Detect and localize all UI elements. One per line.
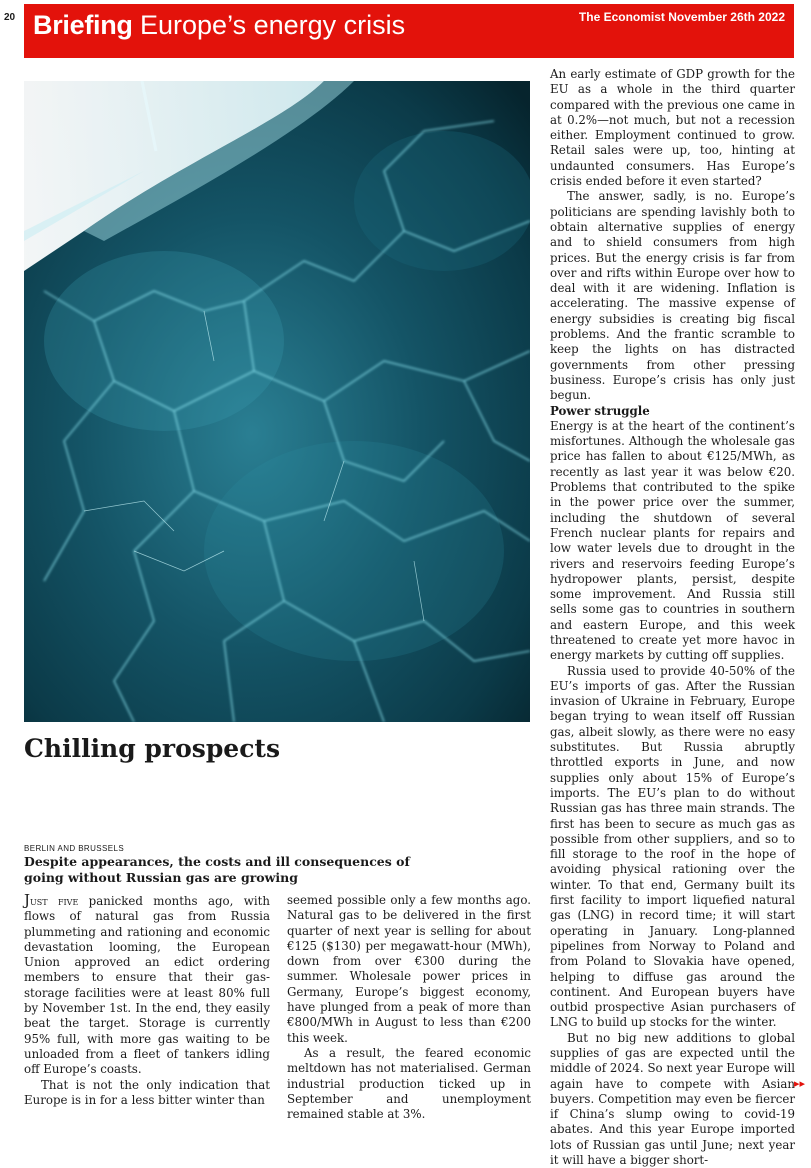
- page-number: 20: [4, 12, 16, 23]
- article-column-3: [550, 67, 795, 1168]
- section-banner: [24, 4, 794, 58]
- paragraph: An early estimate of GDP growth for the EU as a whole in the third quarter compared with the previous one came in at 0.2%—not much, but not a recession either. Employment continued to grow. Retail sales were up, too, hinting at undaunted consumers. Has Europe’s crisis ended before it even started?: [550, 67, 795, 189]
- paragraph: The answer, sadly, is no. Europe’s politicians are spending lavishly both to obtain alternative supplies of energy and to shield consumers from high prices. But the energy crisis is far from over and rifts within Europe over how to deal with it are widening. Inflation is accelerating. The massive expense of energy subsidies is creating big fiscal problems. And the frantic scramble to keep the lights on has distracted governments from other pressing business. Europe’s crisis has only just begun.: [550, 189, 795, 403]
- paragraph: Energy is at the heart of the continent’s misfortunes. Although the wholesale gas price has fallen to about €125/MWh, as recently as last year it was below €20. Problems that contributed to the spike in the power price over the summer, including the shutdown of several French nuclear plants for repairs and low water levels due to drought in the rivers and reservoirs feeding Europe’s hydropower plants, persist, despite some improvement. And Russia still sells some gas to countries in southern and eastern Europe, and this week threatened to create yet more havoc in energy markets by cutting off supplies.: [550, 418, 795, 663]
- paragraph-text: panicked months ago, with flows of natural gas from Russia plummeting and rationing and economic devastation looming, the European Union approved an edict ordering members to ensure that their gas-storage facilities were at least 80% full by November 1st. In the end, they easily beat the target. Storage is currently 95% full, with more gas waiting to be unloaded from a fleet of tankers idling off Europe’s coasts.: [24, 894, 271, 1077]
- dateline: BERLIN AND BRUSSELS: [24, 844, 125, 853]
- article-column-1: [24, 893, 270, 1108]
- article-column-2: [287, 893, 531, 1122]
- issue-date: The Economist November 26th 2022: [578, 10, 785, 24]
- headline: Chilling prospects: [24, 734, 281, 763]
- subheading: Power struggle: [550, 403, 650, 418]
- frozen-ice-photo: [24, 81, 530, 722]
- paragraph: As a result, the feared economic meltdown has not materialised. German industrial production ticked up in September and unemployment remained stable at 3%.: [287, 1045, 531, 1122]
- section-title: Europe’s energy crisis: [140, 10, 406, 40]
- small-caps-lead: ust five: [30, 894, 79, 908]
- paragraph: seemed possible only a few months ago. Natural gas to be delivered in the first quarter of next year is selling for about €125 ($130) per megawatt-hour (MWh), down from over €300 during the summer. Wholesale power prices in Germany, Europe’s biggest economy, have plunged from a peak of more than €800/MWh in August to less than €200 this week.: [287, 893, 531, 1045]
- rubric: Despite appearances, the costs and ill consequences of going without Russian gas are growing: [24, 854, 410, 885]
- continued-arrow-icon: ▸▸: [794, 1077, 806, 1090]
- paragraph: [24, 893, 270, 1078]
- section-label: Briefing: [33, 10, 133, 40]
- paragraph: But no big new additions to global supplies of gas are expected until the middle of 2024. So next year Europe will again have to compete with Asian buyers. Competition may even be fiercer if China’s slump owing to covid-19 abates. And this year Europe imported lots of Russian gas until June; next year it will have a bigger short-: [550, 1030, 795, 1168]
- paragraph: Russia used to provide 40-50% of the EU’s imports of gas. After the Russian invasion of Ukraine in February, Europe began trying to wean itself off Russian gas, albeit slowly, as there were no easy substitutes. But Russia abruptly throttled exports in June, and now supplies only about 15% of Europe’s imports. The EU’s plan to do without Russian gas has three main strands. The first has been to secure as much gas as possible from other suppliers, and so to fill storage to the roof in the hope of avoiding physical rationing over the winter. To that end, Germany built its first facility to import liquefied natural gas (LNG) in record time; it will start operating in January. Long-planned pipelines from Norway to Poland and from Poland to Slovakia have opened, helping to diffuse gas around the continent. And European buyers have outbid prospective Asian purchasers of LNG to build up stocks for the winter.: [550, 663, 795, 1030]
- paragraph: That is not the only indication that Europe is in for a less bitter winter than: [24, 1077, 270, 1107]
- drop-cap: J: [24, 891, 31, 909]
